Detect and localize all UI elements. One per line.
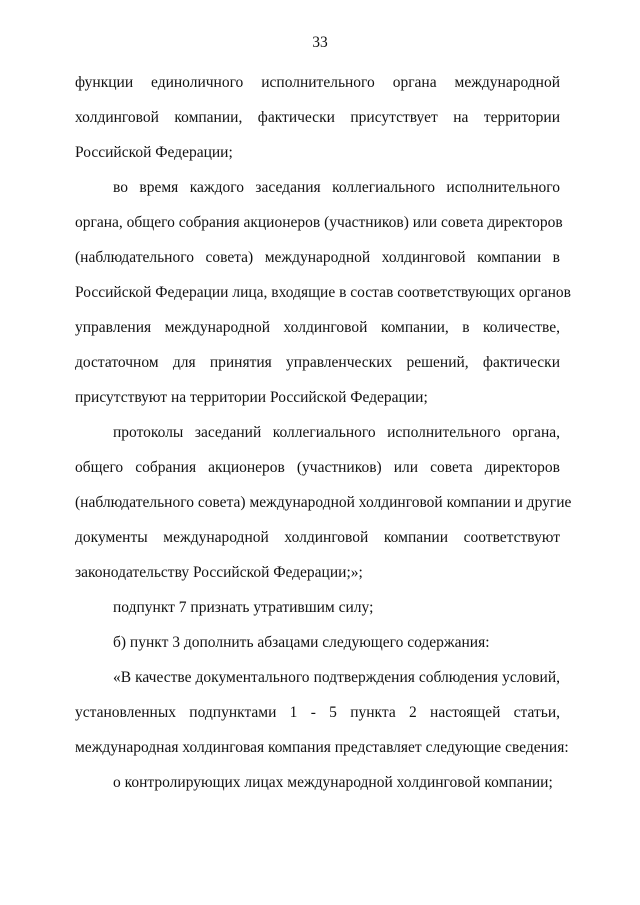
text-line: присутствуют на территории Российской Федерации; <box>75 389 428 406</box>
text-line: документы международной холдинговой компании соответствуют <box>75 529 560 546</box>
text-line: подпункт 7 признать утратившим силу; <box>113 599 374 616</box>
text-line: о контролирующих лицах международной холдинговой компании; <box>113 774 553 791</box>
text-line: «В качестве документального подтверждения соблюдения условий, <box>113 669 560 686</box>
text-line: Российской Федерации; <box>75 144 233 161</box>
text-line: общего собрания акционеров (участников) или совета директоров <box>75 459 560 476</box>
text-line: протоколы заседаний коллегиального исполнительного органа, <box>113 424 560 441</box>
text-line: законодательству Российской Федерации;»; <box>75 564 363 581</box>
text-line: достаточном для принятия управленческих решений, фактически <box>75 354 560 371</box>
text-line: холдинговой компании, фактически присутствует на территории <box>75 109 560 126</box>
text-line: (наблюдательного совета) международной холдинговой компании в <box>75 249 560 266</box>
text-line: органа, общего собрания акционеров (участников) или совета директоров <box>75 214 563 231</box>
text-line: Российской Федерации лица, входящие в состав соответствующих органов <box>75 284 571 301</box>
text-line: международная холдинговая компания представляет следующие сведения: <box>75 739 569 756</box>
text-line: во время каждого заседания коллегиального исполнительного <box>113 179 560 196</box>
text-line: функции единоличного исполнительного органа международной <box>75 74 560 91</box>
text-line: установленных подпунктами 1 - 5 пункта 2 настоящей статьи, <box>75 704 560 721</box>
page-number: 33 <box>312 34 328 51</box>
text-line: (наблюдательного совета) международной холдинговой компании и другие <box>75 494 572 511</box>
text-line: б) пункт 3 дополнить абзацами следующего содержания: <box>113 634 490 651</box>
text-line: управления международной холдинговой компании, в количестве, <box>75 319 560 336</box>
